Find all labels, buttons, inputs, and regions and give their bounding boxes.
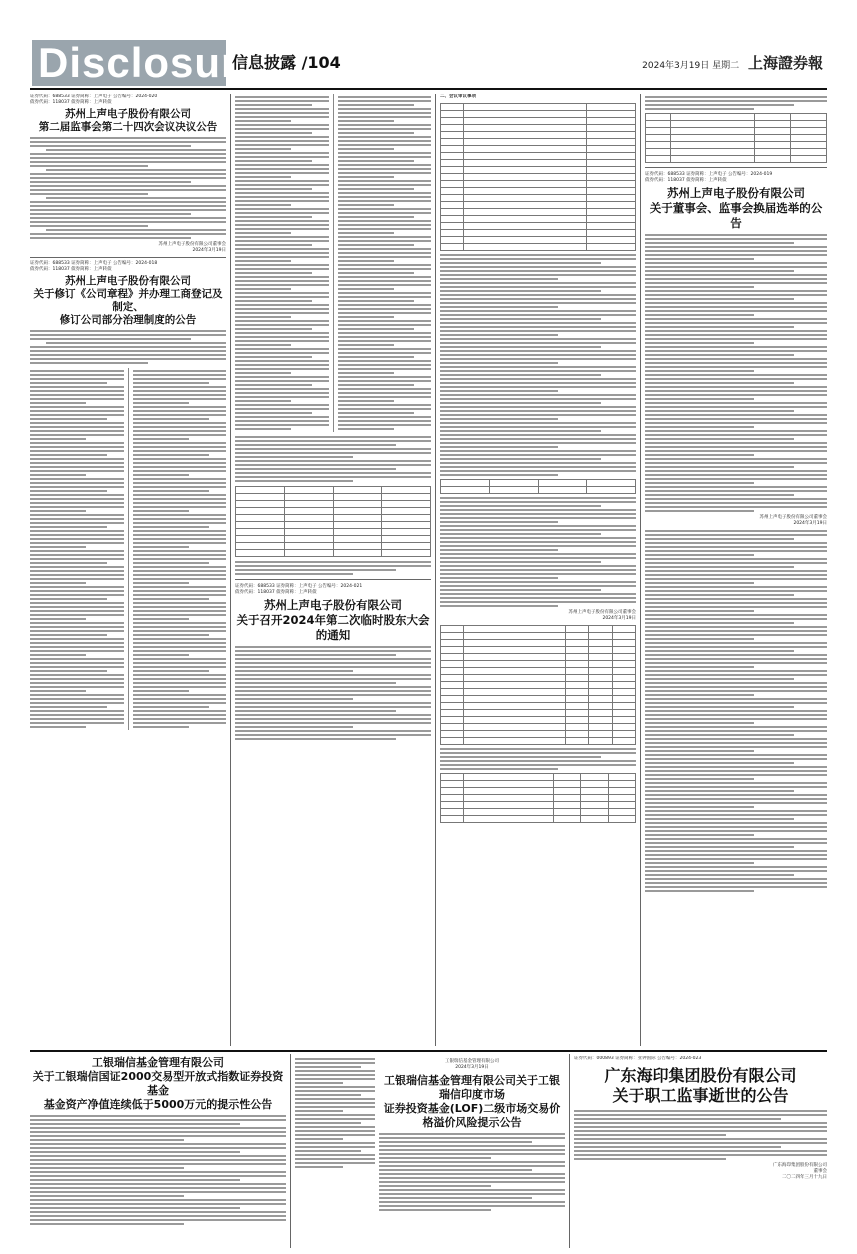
proposal-table — [440, 103, 636, 251]
announcement-title: 苏州上声电子股份有限公司 关于董事会、监事会换届选举的公告 — [649, 186, 823, 230]
section-heading: 二、会议审议事项 — [440, 94, 476, 99]
issue-date: 2024年3月19日 星期二 — [642, 61, 740, 71]
column-2 — [235, 94, 431, 1046]
announcement-title: 苏州上声电子股份有限公司 关于召开2024年第二次临时股东大会的通知 — [236, 598, 430, 642]
announcement-signoff: 苏州上声电子股份有限公司董事会 2024年3月19日 — [568, 610, 636, 621]
column-4 — [645, 94, 827, 1046]
header-date-line — [642, 52, 823, 73]
announcement-signoff: 工银瑞信基金管理有限公司 2024年3月19日 — [445, 1059, 499, 1070]
column-3 — [440, 94, 636, 1046]
announcement-title: 广东海印集团股份有限公司 关于职工监事逝世的公告 — [604, 1066, 797, 1105]
announcement-meta: 证券代码：688533 证券简称：上声电子 公告编号：2024-019 债券代码：118037 债券简称：上声转债 — [645, 172, 773, 183]
candidate-table — [645, 113, 827, 163]
announcement-body — [30, 137, 226, 239]
bottom-announcement-1 — [30, 1056, 286, 1246]
proposal-table — [235, 486, 431, 557]
announcement-body — [30, 330, 226, 364]
announcement-title: 工银瑞信基金管理有限公司关于工银瑞信印度市场 证券投资基金(LOF)二级市场交易价格溢价风险提示公告 — [383, 1074, 561, 1129]
bottom-announcement-3 — [574, 1056, 827, 1246]
proxy-table — [440, 625, 636, 745]
bottom-announcement-2 — [295, 1056, 565, 1246]
newspaper-logo: 上海證券報 — [747, 54, 823, 72]
announcement-title: 工银瑞信基金管理有限公司 关于工银瑞信国证2000交易型开放式指数证券投资基金 基金资产净值连续低于5000万元的提示性公告 — [32, 1056, 284, 1111]
column-1 — [30, 94, 226, 1046]
announcement-body — [645, 234, 827, 512]
announcement-signoff: 苏州上声电子股份有限公司董事会 2024年3月19日 — [158, 242, 226, 253]
announcement-title: 苏州上声电子股份有限公司 关于修订《公司章程》并办理工商登记及制定、 修订公司部分治理制度的公告 — [33, 275, 223, 326]
vote-table — [440, 773, 636, 823]
announcement-meta: 证券代码：688533 证券简称：上声电子 公告编号：2024-018 债券代码：118037 债券简称：上声转债 — [30, 261, 158, 272]
announcement-title: 苏州上声电子股份有限公司 第二届监事会第二十四次会议决议公告 — [38, 108, 218, 133]
announcement-meta: 证券代码：688533 证券简称：上声电子 公告编号：2024-021 债券代码：118037 债券简称：上声转债 — [235, 584, 363, 595]
announcement-signoff: 苏州上声电子股份有限公司董事会 2024年3月19日 — [759, 515, 827, 526]
masthead-disclosure: Disclosure — [32, 40, 226, 86]
section-title: 信息披露 /104 — [232, 53, 341, 72]
header-rule — [30, 88, 827, 90]
info-table — [440, 479, 636, 494]
announcement-signoff: 广东海印集团股份有限公司 董事会 二〇二四年三月十九日 — [773, 1163, 827, 1180]
announcement-body — [235, 646, 431, 740]
announcement-meta: 证券代码：000893 证券简称：亚钾国际 公告编号：2024-023 — [574, 1056, 702, 1061]
announcement-meta: 证券代码：688533 证券简称：上声电子 公告编号：2024-020 债券代码：118037 债券简称：上声转债 — [30, 94, 158, 105]
page-header — [0, 0, 857, 88]
